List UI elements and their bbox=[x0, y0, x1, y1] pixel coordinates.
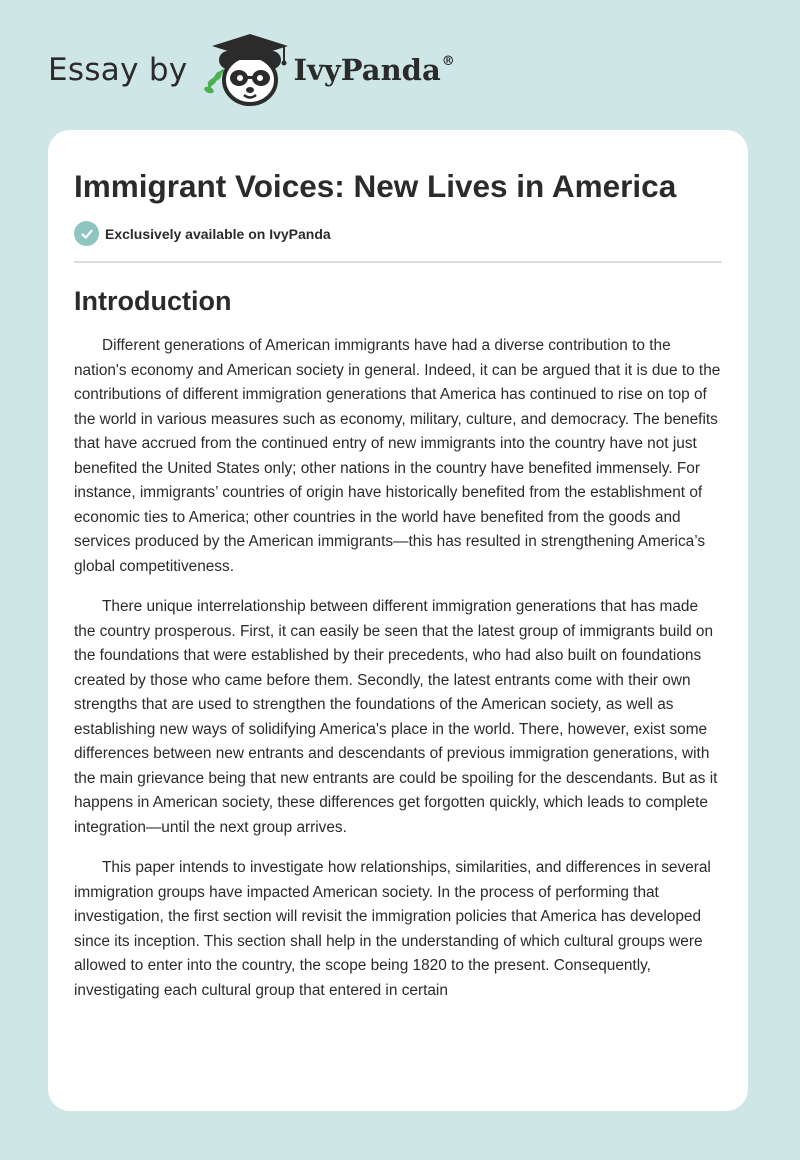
essay-body bbox=[74, 334, 722, 1003]
badge-text: Exclusively available on IvyPanda bbox=[105, 225, 331, 242]
exclusive-badge bbox=[74, 221, 722, 247]
title-divider bbox=[74, 261, 722, 263]
panda-logo-icon[interactable] bbox=[202, 30, 290, 110]
brand-header bbox=[48, 30, 455, 110]
essay-by-label: Essay by bbox=[48, 52, 188, 88]
check-circle-icon bbox=[74, 221, 99, 246]
brand-name[interactable] bbox=[294, 53, 455, 87]
essay-card bbox=[48, 130, 748, 1111]
brand-name-text: IvyPanda bbox=[293, 53, 441, 87]
paragraph-1: Different generations of American immigrants have had a diverse contribution to the nation's economy and American society in general. Indeed, it can be argued that it is due to the contributions of different immigration generations that America has continued to rise on top of the world in various measures such as economy, military, culture, and democracy. The benefits that have accrued from the continued entry of new immigrants into the country have not just benefited the United States only; other nations in the country have benefited immensely. For instance, immigrants’ countries of origin have historically benefited from the establishment of economic ties to America; other countries in the world have benefited from the goods and services produced by the American immigrants—this has resulted in strengthening America’s global competitiveness. bbox=[74, 337, 721, 575]
checkmark-icon bbox=[80, 227, 94, 241]
paragraph-2: There unique interrelationship between different immigration generations that has made the country prosperous. First, it can easily be seen that the latest group of immigrants build on the foundations that were established by their precedents, who had also built on foundations created by those who came before them. Secondly, the latest entrants come with their own strengths that are used to strengthen the foundations of the American society, as well as establishing new ways of solidifying America's place in the world. There, however, exist some differences between new entrants and descendants of previous immigration generations, with the main grievance being that new entrants are could be spoiling for the descendants. But as it happens in American society, these differences get forgotten quickly, which leads to complete integration—until the next group arrives. bbox=[74, 598, 718, 836]
section-heading-introduction: Introduction bbox=[74, 285, 232, 316]
registered-mark: ® bbox=[441, 54, 455, 70]
paragraph-3: This paper intends to investigate how relationships, similarities, and differences in several immigration groups have impacted American society. In the process of performing that investigation, the first section will revisit the immigration policies that America has developed since its inception. This section shall help in the understanding of which cultural groups were allowed to enter into the country, the scope being 1820 to the present. Consequently, investigating each cultural group that entered in certain bbox=[74, 859, 711, 999]
essay-title: Immigrant Voices: New Lives in America bbox=[74, 168, 677, 204]
